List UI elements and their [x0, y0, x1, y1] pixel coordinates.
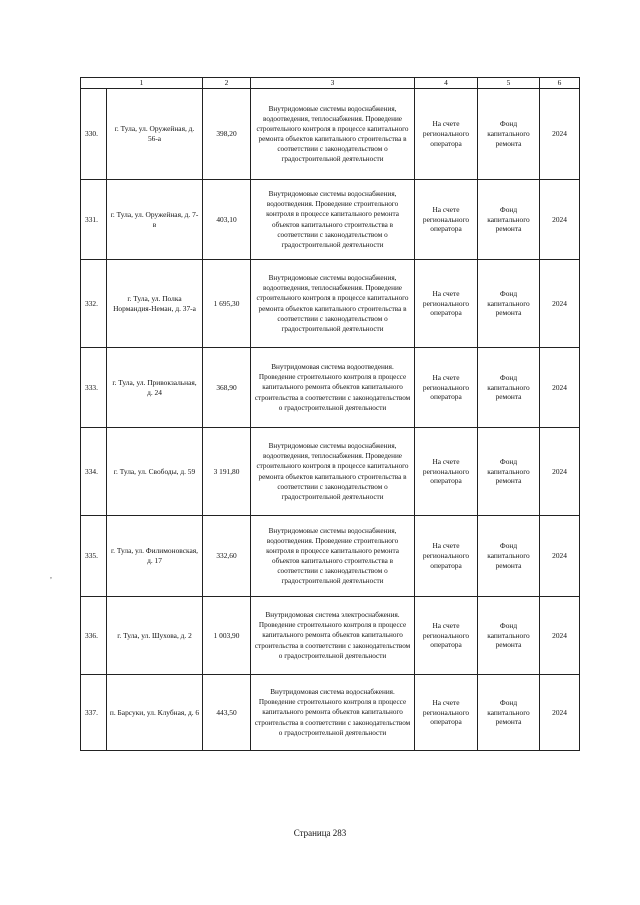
row-work-description: Внутридомовые системы водоснабжения, водоотведения, теплоснабжения. Проведение строительного контроля в процессе капитального ремонта объектов капитального строительства в соответствии с законодательством о градостроительной деятельности — [251, 428, 415, 516]
document-table-container — [80, 77, 579, 751]
row-account: На счете регионального оператора — [415, 675, 478, 751]
table-row — [81, 260, 580, 348]
header-col-1: 1 — [81, 78, 203, 89]
row-value: 3 191,80 — [203, 428, 251, 516]
row-funding-source: Фонд капитального ремонта — [478, 597, 540, 675]
table-row — [81, 516, 580, 597]
row-work-description: Внутридомовая система водоотведения. Проведение строительного контроля в процессе капитального ремонта объектов капитального строительства в соответствии с законодательством о градостроительной деятельности — [251, 348, 415, 428]
row-work-description: Внутридомовая система водоснабжения. Проведение строительного контроля в процессе капитального ремонта объектов капитального строительства в соответствии с законодательством о градостроительной деятельности — [251, 675, 415, 751]
row-number: 333. — [81, 348, 107, 428]
header-col-3: 3 — [251, 78, 415, 89]
row-work-description: Внутридомовые системы водоснабжения, водоотведения, теплоснабжения. Проведение строительного контроля в процессе капитального ремонта объектов капитального строительства в соответствии с законодательством о градостроительной деятельности — [251, 89, 415, 180]
row-value: 368,90 — [203, 348, 251, 428]
row-work-description: Внутридомовые системы водоснабжения, водоотведения, теплоснабжения. Проведение строительного контроля в процессе капитального ремонта объектов капитального строительства в соответствии с законодательством о градостроительной деятельности — [251, 260, 415, 348]
header-col-5: 5 — [478, 78, 540, 89]
row-address: г. Тула, ул. Полка Нормандия-Неман, д. 37-а — [107, 260, 203, 348]
header-col-2: 2 — [203, 78, 251, 89]
row-account: На счете регионального оператора — [415, 597, 478, 675]
row-account: На счете регионального оператора — [415, 348, 478, 428]
row-funding-source: Фонд капитального ремонта — [478, 89, 540, 180]
table-row — [81, 89, 580, 180]
table-row — [81, 428, 580, 516]
row-funding-source: Фонд капитального ремонта — [478, 675, 540, 751]
table-row — [81, 597, 580, 675]
row-work-description: Внутридомовая система электроснабжения. Проведение строительного контроля в процессе капитального ремонта объектов капитального строительства в соответствии с законодательством о градостроительной деятельности — [251, 597, 415, 675]
row-account: На счете регионального оператора — [415, 428, 478, 516]
row-account: На счете регионального оператора — [415, 89, 478, 180]
row-year: 2024 — [540, 428, 580, 516]
row-work-description: Внутридомовые системы водоснабжения, водоотведения. Проведение строительного контроля в процессе капитального ремонта объектов капитального строительства в соответствии с законодательством о градостроительной деятельности — [251, 516, 415, 597]
row-address: п. Барсуки, ул. Клубная, д. 6 — [107, 675, 203, 751]
row-year: 2024 — [540, 516, 580, 597]
row-funding-source: Фонд капитального ремонта — [478, 260, 540, 348]
row-year: 2024 — [540, 180, 580, 260]
row-year: 2024 — [540, 260, 580, 348]
row-address: г. Тула, ул. Оружейная, д. 56-а — [107, 89, 203, 180]
row-value: 403,10 — [203, 180, 251, 260]
row-number: 335. — [81, 516, 107, 597]
row-year: 2024 — [540, 348, 580, 428]
row-funding-source: Фонд капитального ремонта — [478, 516, 540, 597]
margin-mark: , — [50, 571, 52, 580]
row-funding-source: Фонд капитального ремонта — [478, 180, 540, 260]
row-account: На счете регионального оператора — [415, 260, 478, 348]
page-number: Страница 283 — [293, 828, 347, 838]
table-row — [81, 180, 580, 260]
table-row — [81, 675, 580, 751]
row-number: 337. — [81, 675, 107, 751]
row-year: 2024 — [540, 89, 580, 180]
row-funding-source: Фонд капитального ремонта — [478, 428, 540, 516]
row-funding-source: Фонд капитального ремонта — [478, 348, 540, 428]
row-year: 2024 — [540, 675, 580, 751]
row-address: г. Тула, ул. Оружейная, д. 7-в — [107, 180, 203, 260]
header-col-6: 6 — [540, 78, 580, 89]
row-account: На счете регионального оператора — [415, 516, 478, 597]
row-value: 332,60 — [203, 516, 251, 597]
row-number: 336. — [81, 597, 107, 675]
row-value: 1 695,30 — [203, 260, 251, 348]
row-number: 332. — [81, 260, 107, 348]
row-number: 334. — [81, 428, 107, 516]
row-address: г. Тула, ул. Привокзальная, д. 24 — [107, 348, 203, 428]
row-number: 330. — [81, 89, 107, 180]
row-value: 1 003,90 — [203, 597, 251, 675]
row-address: г. Тула, ул. Свободы, д. 59 — [107, 428, 203, 516]
row-value: 443,50 — [203, 675, 251, 751]
header-row — [81, 78, 580, 89]
row-work-description: Внутридомовые системы водоснабжения, водоотведения. Проведение строительного контроля в процессе капитального ремонта объектов капитального строительства в соответствии с законодательством о градостроительной деятельности — [251, 180, 415, 260]
row-account: На счете регионального оператора — [415, 180, 478, 260]
row-address: г. Тула, ул. Шухова, д. 2 — [107, 597, 203, 675]
header-col-4: 4 — [415, 78, 478, 89]
row-address: г. Тула, ул. Филимоновская, д. 17 — [107, 516, 203, 597]
row-year: 2024 — [540, 597, 580, 675]
table-row — [81, 348, 580, 428]
row-number: 331. — [81, 180, 107, 260]
row-value: 398,20 — [203, 89, 251, 180]
capital-repair-table — [80, 77, 580, 751]
